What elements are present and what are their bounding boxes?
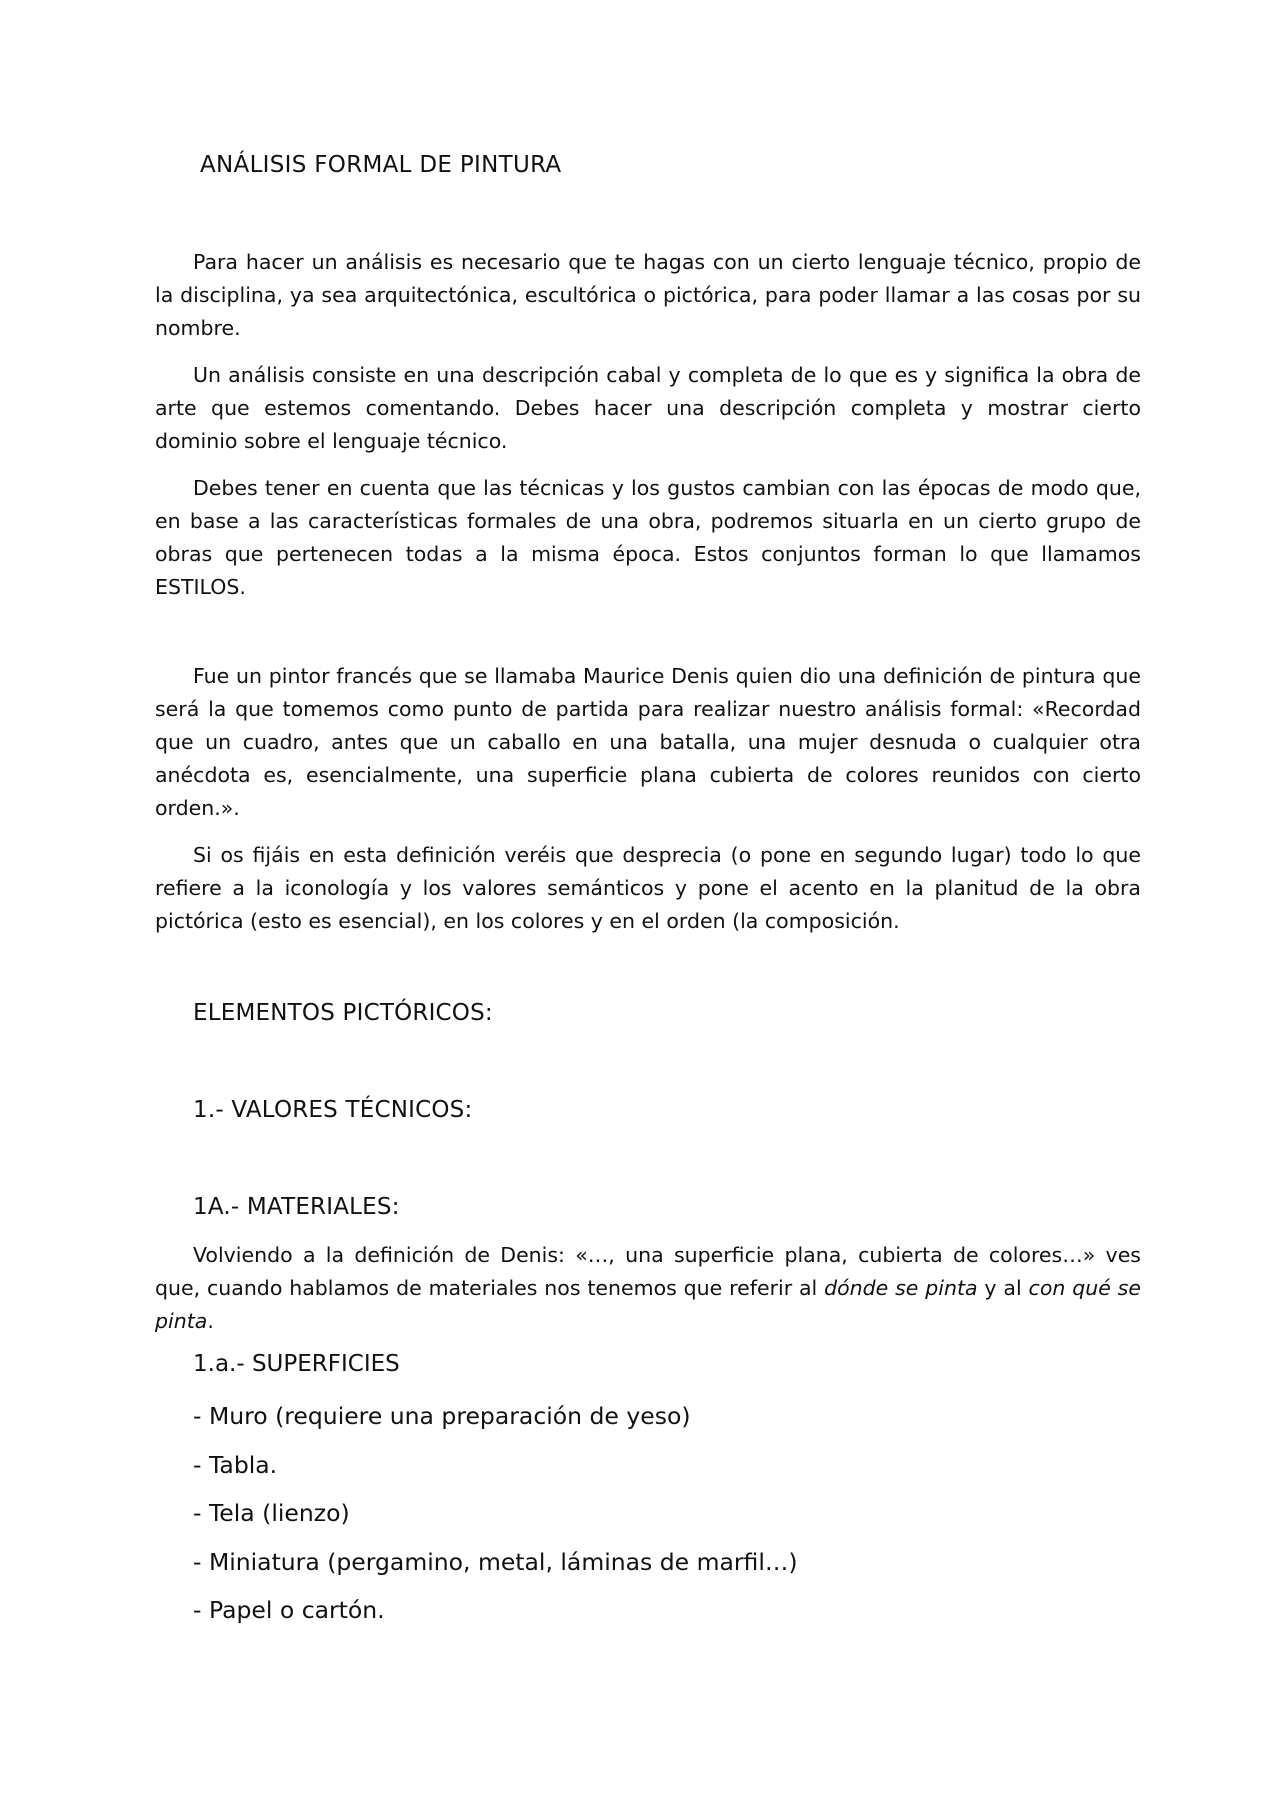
list-item: - Miniatura (pergamino, metal, láminas de marfil…)	[193, 1547, 798, 1576]
denis-paragraph-2-text: Si os fijáis en esta definición veréis que desprecia (o pone en segundo lugar) todo lo que refiere a la iconología y los valores semánticos y pone el acento en la planitud de la obra pictórica (esto es esencial), en los colores y en el orden (la composición.	[155, 843, 1141, 933]
section-heading: ELEMENTOS PICTÓRICOS:	[193, 1000, 493, 1026]
intro-paragraph-1	[155, 246, 1141, 345]
document-title: ANÁLISIS FORMAL DE PINTURA	[200, 152, 562, 178]
subsection-heading: 1.- VALORES TÉCNICOS:	[193, 1097, 473, 1123]
surfaces-list	[193, 1392, 798, 1635]
materials-text-end: .	[207, 1309, 214, 1333]
intro-paragraph-1-text: Para hacer un análisis es necesario que te hagas con un cierto lenguaje técnico, propio de la disciplina, ya sea arquitectónica, escultórica o pictórica, para poder llamar a las cosas por su nombre.	[155, 250, 1141, 340]
list-item: - Papel o cartón.	[193, 1596, 385, 1624]
denis-paragraph-1	[155, 660, 1141, 825]
materials-heading: 1A.- MATERIALES:	[193, 1194, 400, 1220]
materials-text-mid: y al	[977, 1276, 1029, 1300]
intro-paragraph-2	[155, 359, 1141, 458]
denis-paragraph-1-text: Fue un pintor francés que se llamaba Maurice Denis quien dio una definición de pintura que será la que tomemos como punto de partida para realizar nuestro análisis formal: «Recordad que un cuadro, antes que un caballo en una batalla, una mujer desnuda o cualquier otra anécdota es, esencialmente, una superficie plana cubierta de colores reunidos con cierto orden.».	[155, 664, 1141, 820]
list-item: - Muro (requiere una preparación de yeso)	[193, 1402, 691, 1430]
list-item: - Tela (lienzo)	[193, 1499, 350, 1527]
intro-paragraph-3	[155, 472, 1141, 604]
materials-text-start: Volviendo a la definición de Denis: «…, una superficie plana, cubierta de colores…» ves que, cuando hablamos de materiales nos tenemos que referir al	[155, 1243, 1141, 1300]
intro-paragraph-3-text: Debes tener en cuenta que las técnicas y los gustos cambian con las épocas de modo que, en base a las características formales de una obra, podremos situarla en un cierto grupo de obras que pertenecen todas a la misma época. Estos conjuntos forman lo que llamamos ESTILOS.	[155, 476, 1141, 599]
denis-paragraph-2	[155, 839, 1141, 938]
list-item: - Tabla.	[193, 1450, 278, 1479]
materials-emphasis-with-what: con qué se pinta	[155, 1276, 1141, 1333]
intro-paragraph-2-text: Un análisis consiste en una descripción cabal y completa de lo que es y significa la obra de arte que estemos comentando. Debes hacer una descripción completa y mostrar cierto dominio sobre el lenguaje técnico.	[155, 363, 1141, 453]
materials-paragraph	[155, 1239, 1141, 1338]
surfaces-heading: 1.a.- SUPERFICIES	[193, 1351, 400, 1377]
materials-emphasis-where: dónde se pinta	[824, 1276, 978, 1300]
